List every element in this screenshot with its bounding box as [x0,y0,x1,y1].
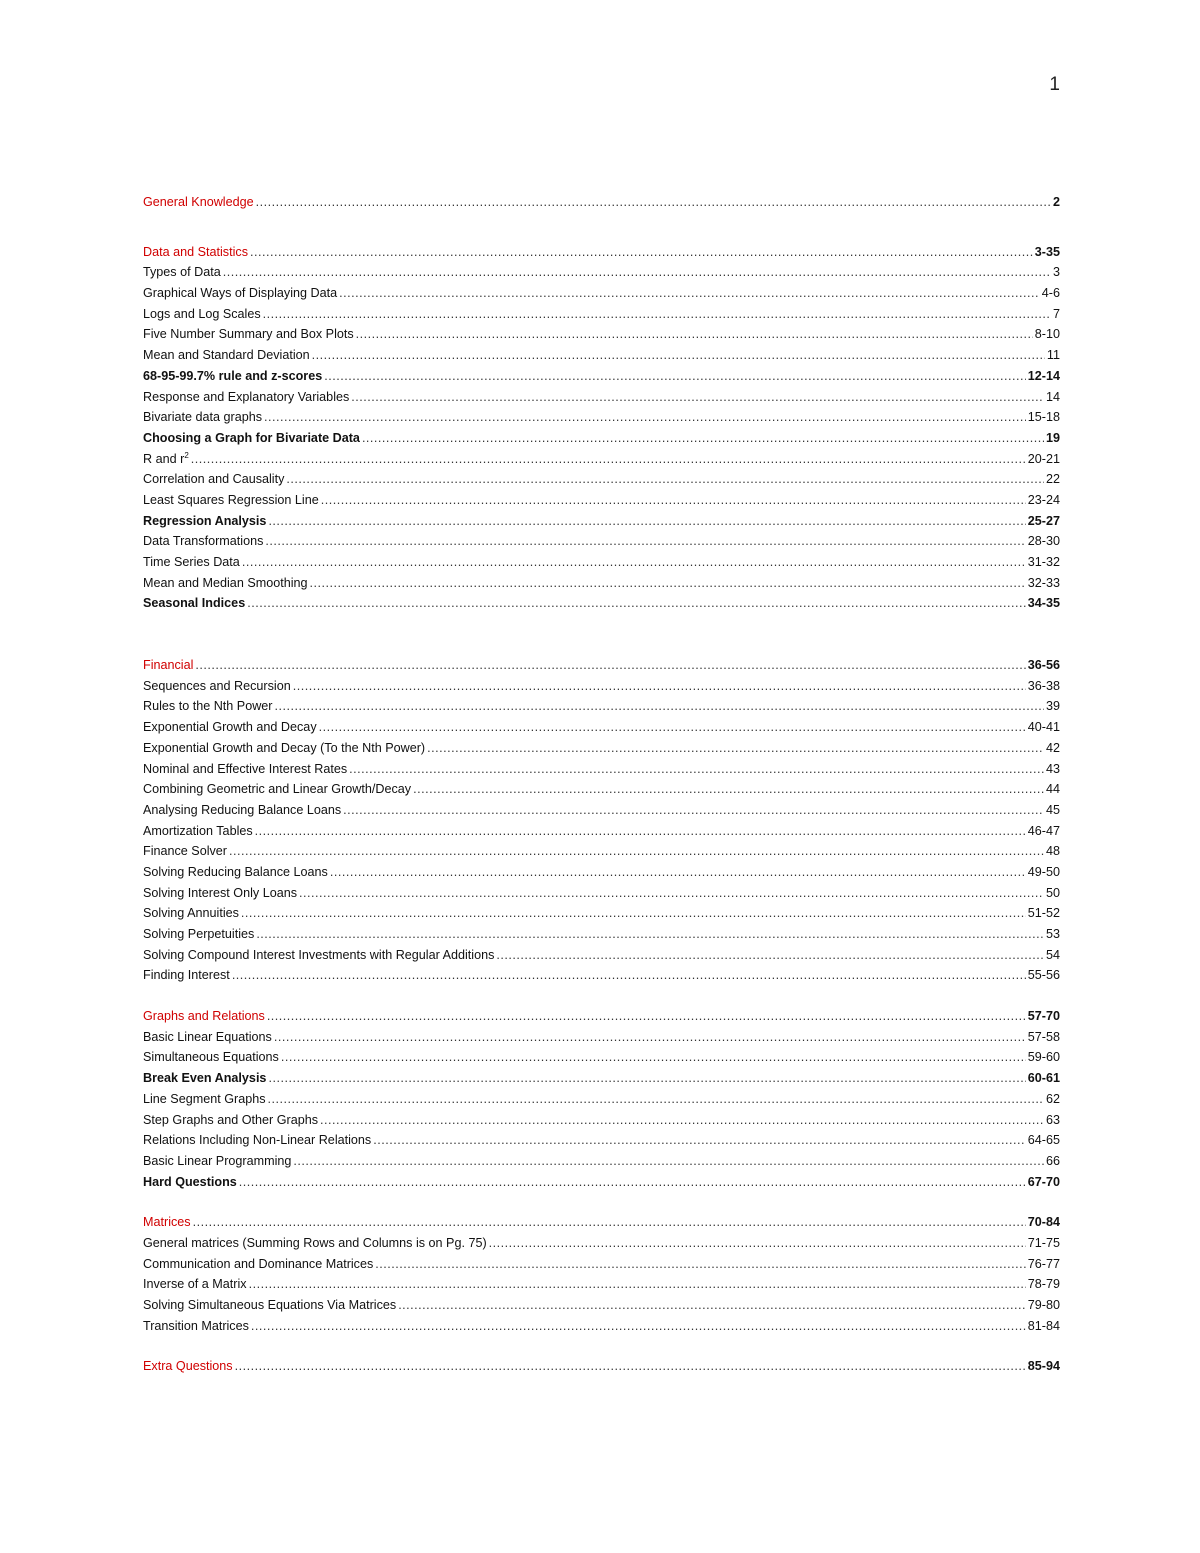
toc-entry-title [143,324,354,345]
toc-entry-pages: 22 [1045,472,1060,487]
section-spacer [143,614,1060,655]
toc-entry-title [143,283,337,304]
toc-leader-dots [343,800,1044,821]
toc-entry-title [143,903,239,924]
toc-entry[interactable] [143,1130,1060,1151]
toc-entry[interactable] [143,841,1060,862]
toc-entry-title-text: Correlation and Causality [143,472,285,487]
toc-entry-title [143,1110,318,1131]
toc-entry[interactable] [143,779,1060,800]
toc-entry-title-text: Bivariate data graphs [143,410,263,425]
toc-entry-title-text: Finding Interest [143,968,230,983]
toc-leader-dots [356,324,1033,345]
toc-entry-pages: 62 [1045,1091,1060,1106]
toc-entry-title-text: Regression Analysis [143,513,267,528]
toc-entry-superscript: 2 [184,450,189,460]
toc-leader-dots [256,192,1051,213]
toc-entry-pages: 39 [1045,699,1060,714]
toc-entry-pages: 66 [1045,1153,1060,1168]
toc-entry-pages: 78-79 [1027,1277,1060,1292]
toc-entry-pages: 67-70 [1027,1174,1060,1189]
toc-entry-title-text: Analysing Reducing Balance Loans [143,802,342,817]
section-spacer [143,213,1060,242]
toc-entry-title-text: Nominal and Effective Interest Rates [143,761,348,776]
toc-entry-pages: 44 [1045,782,1060,797]
toc-entry-title [143,531,263,552]
toc-entry-pages: 12-14 [1027,368,1060,383]
toc-entry-title-text: Response and Explanatory Variables [143,389,350,404]
toc-entry-title-text: Choosing a Graph for Bivariate Data [143,430,360,445]
toc-leader-dots [239,1172,1026,1193]
toc-entry[interactable] [143,883,1060,904]
toc-entry-title [143,345,310,366]
toc-leader-dots [299,883,1044,904]
toc-entry[interactable] [143,1068,1060,1089]
toc-entry[interactable] [143,1110,1060,1131]
toc-leader-dots [275,696,1044,717]
toc-entry-title [143,1089,266,1110]
toc-entry-pages: 36-38 [1027,678,1060,693]
toc-entry-title [143,965,230,986]
toc-leader-dots [427,738,1044,759]
toc-entry[interactable] [143,924,1060,945]
toc-entry[interactable] [143,469,1060,490]
toc-leader-dots [241,903,1026,924]
toc-leader-dots [375,1254,1025,1275]
toc-entry-title [143,738,425,759]
toc-entry-title-text: Mean and Median Smoothing [143,575,308,590]
toc-entry-pages: 23-24 [1027,492,1060,507]
toc-leader-dots [373,1130,1026,1151]
toc-entry-pages: 4-6 [1041,286,1060,301]
toc-entry-title-text: Solving Compound Interest Investments with Regular Additions [143,947,495,962]
toc-section [143,192,1060,213]
toc-leader-dots [193,1212,1026,1233]
toc-entry-title-text: Simultaneous Equations [143,1050,279,1065]
toc-section-pages: 70-84 [1027,1215,1060,1230]
toc-entry-title-text: Break Even Analysis [143,1071,267,1086]
toc-leader-dots [489,1233,1026,1254]
toc-entry-title-text: Exponential Growth and Decay (To the Nth Power) [143,740,426,755]
toc-entry-pages: 42 [1045,740,1060,755]
toc-entry-title [143,428,360,449]
toc-entry-title-text: Solving Annuities [143,906,239,921]
toc-entry-title [143,676,291,697]
toc-entry-title-text: Seasonal Indices [143,596,246,611]
toc-entry-title [143,573,308,594]
toc-leader-dots [310,573,1026,594]
toc-entry[interactable] [143,1274,1060,1295]
toc-entry-pages: 43 [1045,761,1060,776]
toc-section-title: Financial [143,658,194,673]
toc-entry-pages: 3 [1052,265,1060,280]
toc-entry-title [143,779,411,800]
toc-entry-title [143,800,341,821]
toc-entry[interactable] [143,1172,1060,1193]
toc-entry-title [143,821,253,842]
toc-entry-pages: 34-35 [1027,596,1060,611]
toc-entry-pages: 45 [1045,802,1060,817]
toc-entry-pages: 32-33 [1027,575,1060,590]
toc-entry-title-text: Mean and Standard Deviation [143,348,310,363]
toc-entry-title-text: Solving Reducing Balance Loans [143,864,328,879]
toc-entry[interactable] [143,862,1060,883]
toc-leader-dots [229,841,1044,862]
toc-entry[interactable] [143,696,1060,717]
toc-entry[interactable] [143,676,1060,697]
toc-entry-title-text: Finance Solver [143,844,227,859]
toc-leader-dots [281,1047,1026,1068]
toc-entry-pages: 49-50 [1027,864,1060,879]
toc-entry-title [143,1233,487,1254]
toc-leader-dots [267,1006,1026,1027]
toc-entry-pages: 19 [1045,430,1060,445]
toc-entry-title-text: R and r [143,451,185,466]
toc-entry-title [143,593,245,614]
toc-entry-title [143,1151,291,1172]
toc-entry-title [143,1172,237,1193]
toc-leader-dots [319,717,1026,738]
toc-entry-title [143,924,254,945]
toc-section-pages: 85-94 [1027,1359,1060,1374]
toc-section-title: Data and Statistics [143,244,248,259]
toc-leader-dots [324,366,1026,387]
toc-entry-pages: 7 [1052,306,1060,321]
toc-entry-title-text: Solving Perpetuities [143,927,255,941]
toc-entry-pages: 54 [1045,947,1060,962]
toc-entry-pages: 25-27 [1027,513,1060,528]
toc-entry-pages: 55-56 [1027,968,1060,983]
toc-leader-dots [293,1151,1044,1172]
toc-entry[interactable] [143,821,1060,842]
toc-entry-pages: 57-58 [1027,1029,1060,1044]
toc-entry-title [143,717,317,738]
toc-entry[interactable] [143,304,1060,325]
toc-entry[interactable] [143,531,1060,552]
toc-section-heading[interactable] [143,242,1060,263]
section-spacer [143,1336,1060,1356]
toc-entry[interactable] [143,407,1060,428]
toc-entry-pages: 81-84 [1027,1318,1060,1333]
toc-entry-title-text: Communication and Dominance Matrices [143,1256,374,1271]
toc-leader-dots [195,655,1025,676]
toc-entry[interactable] [143,324,1060,345]
toc-entry[interactable] [143,552,1060,573]
toc-entry-pages: 8-10 [1034,327,1060,342]
toc-entry-title-text: Sequences and Recursion [143,678,291,693]
toc-entry[interactable] [143,345,1060,366]
toc-leader-dots [249,1274,1026,1295]
toc-section-title: General Knowledge [143,195,254,209]
toc-entry-pages: 64-65 [1027,1133,1060,1148]
toc-entry-title-text: Data Transformations [143,534,264,549]
section-spacer [143,1192,1060,1212]
toc-leader-dots [265,531,1025,552]
toc-entry-pages: 51-52 [1027,906,1060,921]
toc-entry-title-text: Time Series Data [143,555,240,569]
toc-entry[interactable] [143,800,1060,821]
toc-entry-title-text: Combining Geometric and Linear Growth/Decay [143,782,412,797]
toc-entry-pages: 20-21 [1027,451,1060,466]
toc-entry-title-text: Least Squares Regression Line [143,492,319,507]
toc-leader-dots [263,304,1051,325]
table-of-contents [143,192,1060,1377]
toc-leader-dots [256,924,1044,945]
toc-entry[interactable] [143,573,1060,594]
toc-entry-title-text: Exponential Growth and Decay [143,720,317,735]
toc-section-pages: 3-35 [1034,244,1060,259]
toc-entry-title [143,883,297,904]
toc-entry[interactable] [143,1027,1060,1048]
toc-section-pages: 57-70 [1027,1009,1060,1024]
toc-entry[interactable] [143,283,1060,304]
toc-leader-dots [496,945,1044,966]
toc-entry-pages: 60-61 [1027,1071,1060,1086]
toc-entry[interactable] [143,1151,1060,1172]
toc-entry[interactable] [143,366,1060,387]
toc-leader-dots [223,262,1051,283]
toc-section-heading[interactable] [143,1356,1060,1377]
toc-entry-title-text: Amortization Tables [143,823,253,838]
toc-entry-title [143,1130,371,1151]
toc-entry-title-text: Graphical Ways of Displaying Data [143,286,338,301]
toc-entry-pages: 79-80 [1027,1298,1060,1312]
toc-leader-dots [286,469,1044,490]
toc-entry[interactable] [143,1089,1060,1110]
toc-entry-pages: 63 [1045,1112,1060,1127]
toc-entry-title-text: Basic Linear Equations [143,1029,272,1044]
toc-leader-dots [268,1089,1044,1110]
toc-section [143,1212,1060,1336]
toc-entry[interactable] [143,1295,1060,1316]
toc-entry-title-text: Solving Interest Only Loans [143,885,298,900]
toc-entry[interactable] [143,428,1060,449]
toc-leader-dots [349,759,1044,780]
toc-entry-pages: 15-18 [1027,410,1060,425]
toc-entry-title [143,1254,373,1275]
toc-entry-title [143,1295,396,1316]
toc-leader-dots [398,1295,1026,1316]
toc-entry-title-text: Relations Including Non-Linear Relations [143,1133,372,1148]
toc-section-heading[interactable] [143,1212,1060,1233]
toc-entry[interactable] [143,1233,1060,1254]
toc-section-heading[interactable] [143,1006,1060,1027]
toc-entry-title [143,1068,266,1089]
toc-entry-title [143,469,284,490]
toc-entry[interactable] [143,387,1060,408]
toc-entry[interactable] [143,965,1060,986]
toc-leader-dots [232,965,1026,986]
toc-entry-title [143,407,262,428]
toc-entry[interactable] [143,945,1060,966]
toc-entry-title [143,552,240,573]
toc-leader-dots [274,1027,1026,1048]
toc-section-title: Graphs and Relations [143,1009,265,1024]
toc-entry[interactable] [143,262,1060,283]
page-number: 1 [1049,74,1060,95]
toc-entry-pages: 59-60 [1027,1050,1060,1065]
toc-entry-title-text: Hard Questions [143,1174,237,1189]
toc-leader-dots [264,407,1026,428]
toc-entry[interactable] [143,717,1060,738]
toc-entry-title [143,304,261,325]
toc-section [143,1006,1060,1192]
toc-entry-title [143,511,266,532]
toc-leader-dots [247,593,1026,614]
toc-entry-title-text: Types of Data [143,265,221,280]
toc-section-title: Matrices [143,1215,191,1230]
toc-entry-pages: 31-32 [1027,555,1060,569]
toc-entry-pages: 71-75 [1027,1235,1060,1250]
toc-section-pages: 2 [1052,195,1060,209]
toc-entry-pages: 46-47 [1027,823,1060,838]
toc-entry[interactable] [143,490,1060,511]
toc-entry-title [143,759,347,780]
toc-entry-pages: 11 [1046,348,1060,363]
toc-leader-dots [351,387,1044,408]
toc-entry[interactable] [143,759,1060,780]
toc-entry[interactable] [143,449,1060,470]
toc-entry-title [143,862,328,883]
section-spacer [143,986,1060,1006]
toc-entry-title-text: Five Number Summary and Box Plots [143,327,354,342]
toc-entry-title-text: General matrices (Summing Rows and Columns is on Pg. 75) [143,1235,487,1250]
toc-entry-pages: 28-30 [1027,534,1060,549]
toc-leader-dots [362,428,1044,449]
toc-section-heading[interactable] [143,192,1060,213]
toc-entry[interactable] [143,511,1060,532]
toc-entry-title [143,1316,249,1337]
toc-entry-title-text: Rules to the Nth Power [143,699,273,714]
toc-leader-dots [312,345,1045,366]
toc-leader-dots [268,1068,1025,1089]
toc-entry[interactable] [143,1254,1060,1275]
toc-leader-dots [330,862,1026,883]
toc-entry-title [143,945,494,966]
toc-entry[interactable] [143,1047,1060,1068]
toc-entry[interactable] [143,1316,1060,1337]
toc-entry-title [143,449,189,470]
toc-entry[interactable] [143,738,1060,759]
toc-leader-dots [293,676,1026,697]
toc-leader-dots [255,821,1026,842]
toc-section-heading[interactable] [143,655,1060,676]
toc-leader-dots [191,449,1026,470]
toc-entry[interactable] [143,903,1060,924]
toc-entry-title-text: Solving Simultaneous Equations Via Matrices [143,1298,397,1312]
toc-section-pages: 36-56 [1027,658,1060,673]
toc-entry-pages: 50 [1045,885,1060,900]
toc-section [143,655,1060,986]
toc-section [143,242,1060,614]
toc-entry-title [143,490,319,511]
toc-leader-dots [242,552,1026,573]
toc-entry-pages: 48 [1045,844,1060,859]
toc-entry-title-text: Transition Matrices [143,1318,249,1333]
toc-section-title: Extra Questions [143,1359,233,1374]
toc-entry-title-text: Step Graphs and Other Graphs [143,1112,319,1127]
toc-leader-dots [339,283,1040,304]
toc-leader-dots [250,242,1033,263]
toc-leader-dots [268,511,1025,532]
toc-leader-dots [251,1316,1026,1337]
toc-leader-dots [235,1356,1026,1377]
toc-entry-title-text: 68-95-99.7% rule and z-scores [143,368,323,383]
toc-entry-title [143,366,322,387]
toc-entry-pages: 40-41 [1027,720,1060,735]
toc-entry-title [143,696,273,717]
toc-entry-pages: 76-77 [1027,1256,1060,1271]
toc-entry-title-text: Line Segment Graphs [143,1091,266,1106]
toc-section [143,1356,1060,1377]
toc-entry-title-text: Logs and Log Scales [143,306,261,321]
toc-entry-pages: 14 [1045,389,1060,404]
toc-entry-title [143,1274,247,1295]
toc-leader-dots [413,779,1044,800]
toc-leader-dots [320,1110,1044,1131]
toc-entry-title [143,1047,279,1068]
toc-entry-title [143,387,349,408]
toc-entry-title [143,1027,272,1048]
toc-entry-pages: 53 [1045,927,1060,941]
toc-entry-title [143,262,221,283]
toc-entry[interactable] [143,593,1060,614]
toc-entry-title-text: Inverse of a Matrix [143,1277,247,1292]
toc-entry-title [143,841,227,862]
toc-entry-title-text: Basic Linear Programming [143,1153,292,1168]
toc-leader-dots [321,490,1026,511]
